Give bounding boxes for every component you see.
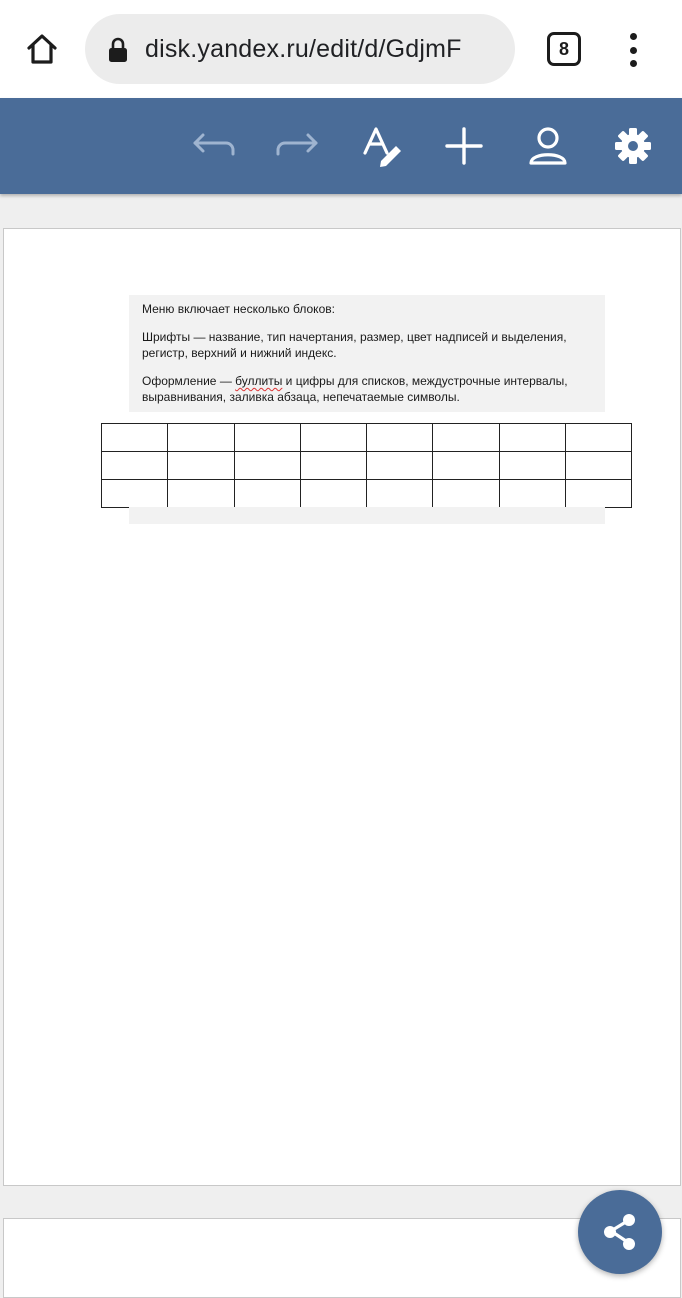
table-cell[interactable] [102,424,168,452]
tab-count: 8 [558,38,569,59]
address-bar[interactable] [85,14,515,84]
undo-button[interactable] [188,120,240,172]
table-cell[interactable] [433,480,499,508]
shaded-paragraph[interactable] [129,507,605,524]
table-cell[interactable] [300,452,366,480]
table-cell[interactable] [300,480,366,508]
table-cell[interactable] [499,424,565,452]
table-cell[interactable] [168,480,234,508]
document-page[interactable] [3,228,681,1186]
document-table[interactable] [101,423,632,508]
paragraph-2[interactable]: Шрифты — название, тип начертания, размер, цвет надписей и выделения, регистр, верхний и нижний индекс. [142,330,567,360]
text-format-button[interactable] [356,120,408,172]
table-cell[interactable] [565,480,631,508]
tabs-button[interactable] [547,32,581,66]
table-cell[interactable] [565,424,631,452]
redo-button[interactable] [271,120,323,172]
share-icon [598,1210,642,1254]
home-icon [24,31,60,67]
table-cell[interactable] [499,480,565,508]
insert-button[interactable] [438,120,490,172]
user-icon [528,125,568,167]
table-row [102,424,632,452]
table-cell[interactable] [367,480,433,508]
table-cell[interactable] [433,452,499,480]
paragraph-3-prefix: Оформление — [142,374,236,388]
text-block[interactable] [129,295,605,412]
url-text: disk.yandex.ru/edit/d/GdjmF [145,34,462,63]
editor-toolbar [0,98,682,194]
undo-icon [192,131,236,161]
paragraph-3-suffix: и цифры для списков, междустрочные интервалы, выравнивания, заливка абзаца, непечатаемые символы. [142,374,568,404]
table-cell[interactable] [367,424,433,452]
text-format-icon [361,125,403,167]
table-cell[interactable] [234,424,300,452]
misspelled-word[interactable]: буллиты [235,374,283,388]
table-cell[interactable] [499,452,565,480]
settings-button[interactable] [607,120,659,172]
paragraph-3[interactable] [142,373,593,405]
more-vert-icon[interactable] [622,30,644,70]
lock-icon [107,35,129,63]
share-button[interactable] [578,1190,662,1274]
table-row [102,452,632,480]
table-cell[interactable] [102,452,168,480]
table-cell[interactable] [234,480,300,508]
table-cell[interactable] [565,452,631,480]
user-button[interactable] [522,120,574,172]
settings-icon [614,127,652,165]
home-button[interactable] [20,27,64,71]
table-cell[interactable] [367,452,433,480]
redo-icon [275,131,319,161]
insert-icon [444,126,484,166]
table-cell[interactable] [168,452,234,480]
browser-bar [0,0,682,98]
table-row [102,480,632,508]
table-cell[interactable] [168,424,234,452]
table-cell[interactable] [234,452,300,480]
table-cell[interactable] [433,424,499,452]
table-cell[interactable] [102,480,168,508]
paragraph-1[interactable]: Меню включает несколько блоков: [142,302,335,316]
table-cell[interactable] [300,424,366,452]
